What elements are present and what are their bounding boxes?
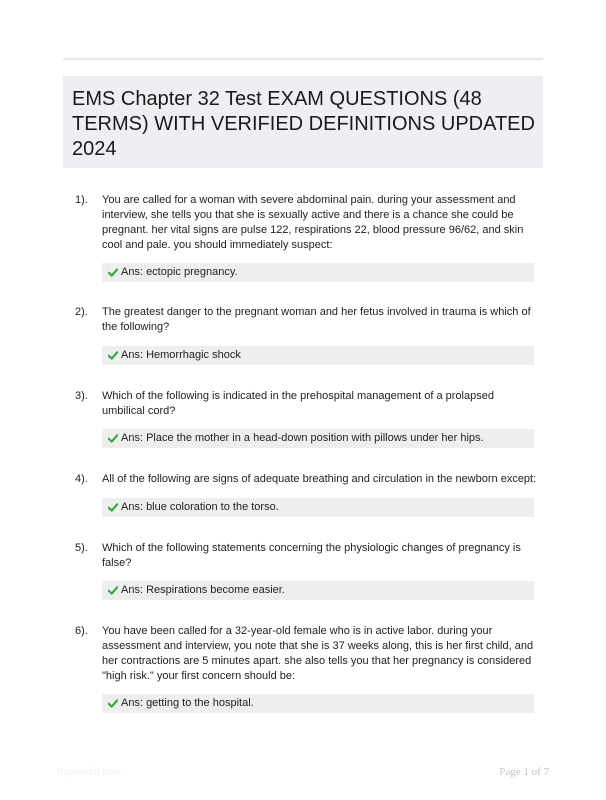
title-banner — [63, 76, 543, 168]
answer-box — [102, 429, 534, 448]
question-number: 3). — [75, 390, 88, 402]
answer-box — [102, 694, 534, 713]
answer-box — [102, 498, 534, 517]
question-number: 1). — [75, 194, 88, 206]
page-number: Page 1 of 7 — [499, 766, 549, 778]
check-icon — [108, 699, 118, 708]
page-title: EMS Chapter 32 Test EXAM QUESTIONS (48 TERMS) WITH VERIFIED DEFINITIONS UPDATED 2024 — [72, 88, 535, 160]
answer-box — [102, 581, 534, 600]
answer-box — [102, 346, 534, 365]
question-text: The greatest danger to the pregnant woman and her fetus involved in trauma is which of the following? — [102, 306, 531, 333]
answer-text: Ans: Respirations become easier. — [121, 584, 285, 596]
question-number: 4). — [75, 473, 88, 485]
answer-text: Ans: getting to the hospital. — [121, 697, 254, 709]
question-text: Which of the following is indicated in the prehospital management of a prolapsed umbilical cord? — [102, 390, 494, 417]
question-text: All of the following are signs of adequate breathing and circulation in the newborn except: — [102, 473, 537, 485]
check-icon — [108, 434, 118, 443]
answer-text: Ans: ectopic pregnancy. — [121, 266, 238, 278]
question-text: Which of the following statements concerning the physiologic changes of pregnancy is false? — [102, 542, 521, 569]
answer-text: Ans: Place the mother in a head-down position with pillows under her hips. — [121, 432, 484, 444]
question-text: You have been called for a 32-year-old female who is in active labor. during your assessment and interview, you note that she is 37 weeks along, this is her first child, and her contractions are 5 minutes apart. she also tells you that her pregnancy is considered "high risk." your first concern should be: — [102, 625, 534, 682]
top-divider — [63, 58, 543, 60]
check-icon — [108, 503, 118, 512]
question-number: 5). — [75, 542, 88, 554]
question-number: 2). — [75, 306, 88, 318]
answer-box — [102, 263, 534, 282]
answer-text: Ans: blue coloration to the torso. — [121, 501, 279, 513]
answer-text: Ans: Hemorrhagic shock — [121, 349, 241, 361]
check-icon — [108, 268, 118, 277]
footer-site-watermark: Papersbit.com — [57, 767, 121, 778]
check-icon — [108, 351, 118, 360]
question-text: You are called for a woman with severe abdominal pain. during your assessment and interview, she tells you that she is sexually active and there is a chance she could be pregnant. her vital signs are pulse 122, respirations 22, blood pressure 96/62, and skin cool and pale. you should immediately suspect: — [102, 194, 524, 251]
check-icon — [108, 586, 118, 595]
question-number: 6). — [75, 625, 88, 637]
